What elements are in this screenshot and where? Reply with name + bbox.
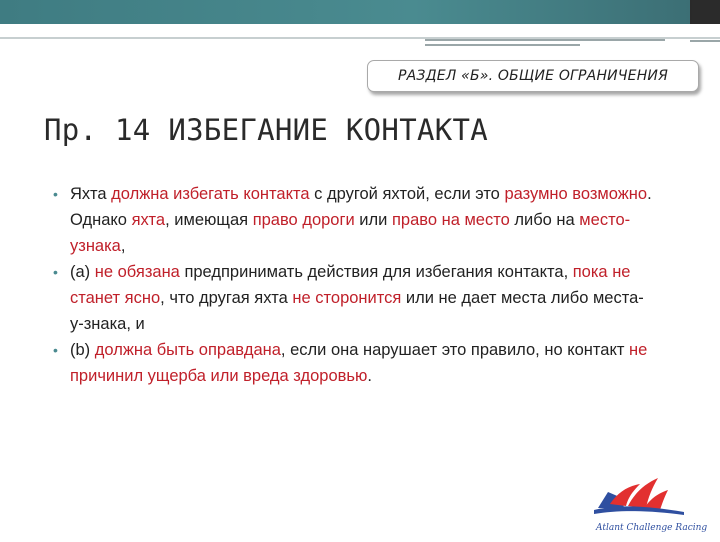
decorative-stripes (0, 24, 720, 50)
stripe-line (425, 44, 580, 46)
body-text: . Однако (70, 185, 652, 229)
atlant-challenge-logo (588, 470, 712, 538)
highlighted-term: пока не станет ясно (70, 263, 631, 307)
teal-header-band (0, 0, 690, 24)
body-text: предпринимать действия для избегания контакта, (179, 263, 573, 281)
body-text: (b) (70, 341, 95, 359)
slide-title: Пр. 14 ИЗБЕГАНИЕ КОНТАКТА (44, 113, 488, 147)
rule-bullet-item (54, 181, 654, 259)
body-text: , (120, 237, 126, 255)
rule-bullet-item (54, 259, 654, 337)
highlighted-term: яхта (131, 211, 166, 229)
highlighted-term: не причинил ущерба или вреда здоровью (70, 341, 648, 385)
body-text: , что другая яхта (160, 289, 293, 307)
body-text: либо на (509, 211, 580, 229)
rule-bullet-list (54, 181, 654, 389)
highlighted-term: не сторонится (292, 289, 402, 307)
body-text: . (367, 367, 372, 385)
section-badge: РАЗДЕЛ «Б». ОБЩИЕ ОГРАНИЧЕНИЯ (367, 60, 699, 92)
body-text: или не дает места либо места-у-знака, и (70, 289, 644, 333)
body-text: Яхта (70, 185, 112, 203)
highlighted-term: место-узнака (70, 211, 631, 255)
body-text: с другой яхтой, если это (309, 185, 505, 203)
logo-text: Atlant Challenge Racing (596, 523, 708, 533)
top-decorative-bar (0, 0, 720, 24)
stripe-line (690, 40, 720, 42)
rule-bullet-item (54, 337, 654, 389)
highlighted-term: должна избегать контакта (111, 185, 310, 203)
dark-corner-block (692, 0, 720, 24)
sailing-yacht-logo-icon (588, 470, 712, 538)
body-text: , имеющая (165, 211, 253, 229)
highlighted-term: право дороги (252, 211, 355, 229)
highlighted-term: не обязана (94, 263, 180, 281)
body-text: или (354, 211, 392, 229)
highlighted-term: разумно возможно (504, 185, 648, 203)
body-text: , если она нарушает это правило, но контакт (280, 341, 629, 359)
highlighted-term: должна быть оправдана (94, 341, 281, 359)
highlighted-term: право на место (391, 211, 510, 229)
body-text: (a) (70, 263, 95, 281)
stripe-line (425, 39, 665, 41)
